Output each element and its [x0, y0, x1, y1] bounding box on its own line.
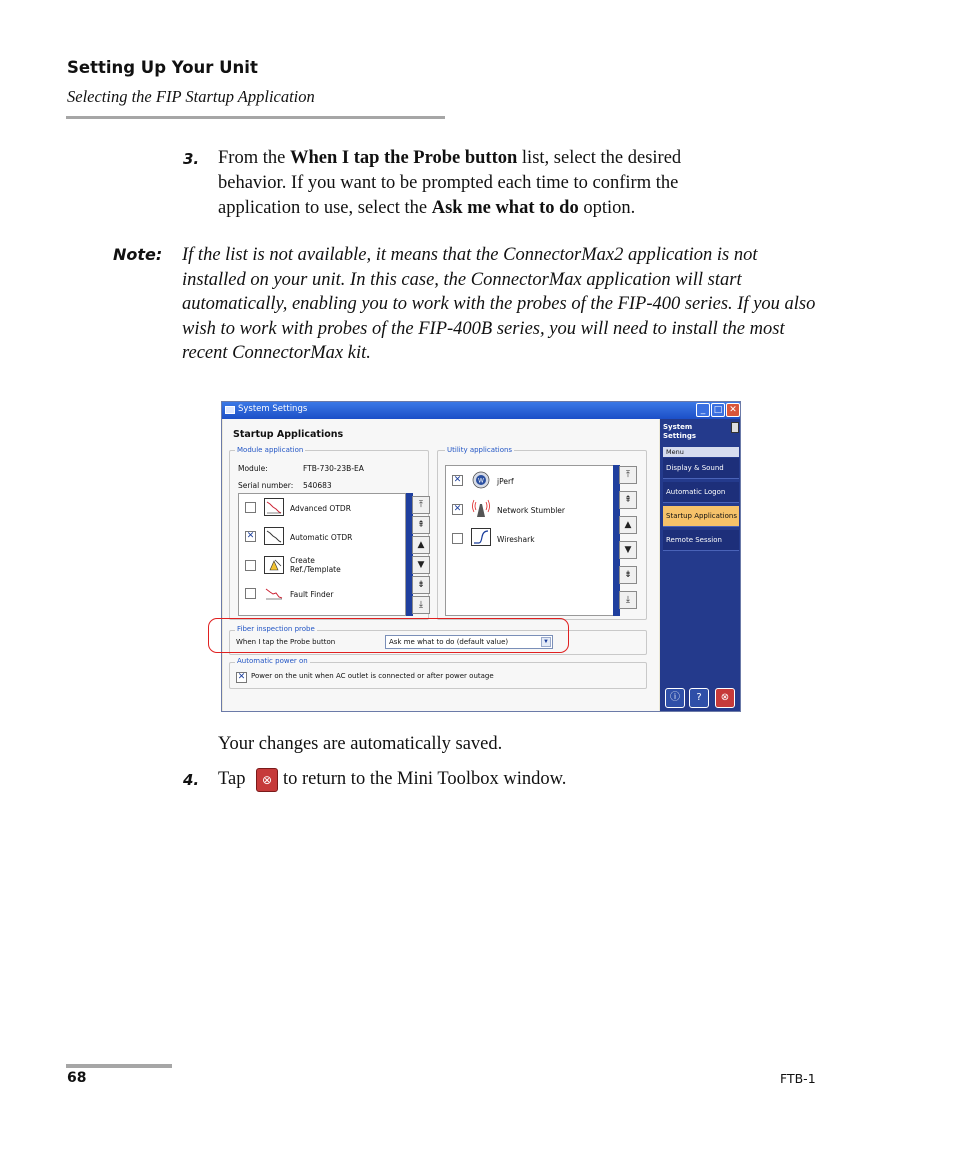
step-3-text: option. [578, 198, 636, 218]
window-app-icon [225, 406, 235, 414]
step-4-tap: Tap [218, 769, 246, 789]
side-title-line-1: System [663, 423, 693, 431]
step-3-bold-ask: Ask me what to do [431, 198, 579, 218]
fault-finder-checkbox[interactable] [245, 588, 256, 599]
serial-number-label: Serial number: [238, 481, 294, 490]
scroll-bottom-button[interactable]: ⤓ [619, 591, 637, 609]
list-item: Advanced OTDR [290, 504, 351, 513]
dropdown-selected-value: Ask me what to do (default value) [389, 638, 509, 646]
scroll-page-up-button[interactable]: ⇞ [619, 491, 637, 509]
window-title: System Settings [238, 404, 308, 414]
fiber-inspection-probe-title: Fiber inspection probe [237, 625, 315, 633]
menu-item-label: Remote Session [666, 536, 722, 544]
scroll-top-button[interactable]: ⤒ [412, 496, 430, 514]
scroll-bottom-button[interactable]: ⤓ [412, 596, 430, 614]
step-3-line-2: behavior. If you want to be prompted each time to confirm the [218, 173, 679, 193]
module-value: FTB-730-23B-EA [303, 464, 364, 473]
menu-item-automatic-logon[interactable] [663, 482, 739, 503]
step-3-line-3 [218, 196, 635, 221]
list-item: Wireshark [497, 535, 535, 544]
page-number: 68 [67, 1070, 87, 1086]
network-stumbler-checkbox[interactable]: ✕ [453, 504, 462, 514]
list-item: Fault Finder [290, 590, 334, 599]
automatic-power-on-title: Automatic power on [237, 657, 308, 665]
system-settings-window [221, 401, 741, 712]
scroll-down-button[interactable]: ▼ [412, 556, 430, 574]
menu-item-label: Startup Applications [666, 512, 737, 520]
module-label: Module: [238, 464, 268, 473]
minimize-button[interactable]: _ [696, 403, 710, 417]
list-item: Create [290, 556, 315, 565]
step-3-text: application to use, select the [218, 198, 432, 218]
jperf-icon [471, 471, 491, 489]
scroll-top-button[interactable]: ⤒ [619, 466, 637, 484]
step-3-line-1 [218, 146, 681, 171]
automatic-otdr-checkbox[interactable]: ✕ [246, 531, 255, 541]
module-application-title: Module application [237, 446, 304, 454]
scroll-up-button[interactable]: ▲ [412, 536, 430, 554]
power-on-label: Power on the unit when AC outlet is connected or after power outage [251, 672, 494, 680]
menu-item-startup-applications[interactable] [663, 506, 739, 527]
close-icon: ⊗ [256, 768, 278, 792]
footer-divider [66, 1064, 172, 1068]
settings-content [223, 419, 659, 711]
window-close-button[interactable]: ✕ [726, 403, 740, 417]
changes-saved-text: Your changes are automatically saved. [218, 734, 503, 754]
clipboard-icon [731, 422, 739, 433]
otdr-icon [264, 527, 284, 545]
step-3-bold-probe: When I tap the Probe button [289, 148, 518, 168]
power-on-checkbox[interactable]: ✕ [237, 672, 246, 682]
side-title-line-2: Settings [663, 432, 697, 440]
note-label: Note: [113, 245, 163, 264]
menu-item-label: Automatic Logon [666, 488, 726, 496]
list-item: Automatic OTDR [290, 533, 353, 542]
list-item: jPerf [497, 477, 514, 486]
help-button[interactable]: ? [689, 688, 709, 708]
startup-applications-heading: Startup Applications [233, 429, 344, 440]
close-button[interactable]: ⊗ [715, 688, 735, 708]
step-3-text: list, select the desired [517, 148, 682, 168]
info-button[interactable]: ⓘ [665, 688, 685, 708]
template-icon [264, 556, 284, 574]
network-stumbler-icon [471, 498, 491, 516]
side-menu-panel [660, 419, 740, 711]
chevron-down-icon[interactable]: ▼ [541, 637, 551, 647]
list-item: Ref./Template [290, 565, 341, 574]
step-4-number: 4. [183, 771, 200, 789]
note-text: If the list is not available, it means that the ConnectorMax2 application is not installed on your unit. In this case, the ConnectorMax application will start automatically, enabling you to work with the probes of the FIP-400 series. If you also wish to work with probes of the FIP-400B series, you will need to install the most recent ConnectorMax kit. [182, 245, 816, 364]
jperf-checkbox[interactable]: ✕ [453, 475, 462, 485]
scroll-page-up-button[interactable]: ⇞ [412, 516, 430, 534]
scroll-page-down-button[interactable]: ⇟ [412, 576, 430, 594]
step-3-text: From the [218, 148, 290, 168]
advanced-otdr-checkbox[interactable] [245, 502, 256, 513]
step-3-number: 3. [183, 150, 200, 168]
list-item: Network Stumbler [497, 506, 566, 515]
scroll-page-down-button[interactable]: ⇟ [619, 566, 637, 584]
scroll-up-button[interactable]: ▲ [619, 516, 637, 534]
menu-label: Menu [666, 448, 684, 456]
utility-app-list[interactable] [445, 465, 615, 616]
menu-item-remote-session[interactable] [663, 530, 739, 551]
menu-header [663, 447, 739, 457]
section-subtitle: Selecting the FIP Startup Application [67, 87, 315, 106]
module-app-list[interactable] [238, 493, 406, 616]
wireshark-checkbox[interactable] [452, 533, 463, 544]
svg-text:W: W [478, 477, 484, 485]
scroll-down-button[interactable]: ▼ [619, 541, 637, 559]
serial-number-value: 540683 [303, 481, 332, 490]
menu-item-display-sound[interactable] [663, 458, 739, 479]
window-title-bar [222, 402, 740, 419]
maximize-button[interactable]: □ [711, 403, 725, 417]
create-template-checkbox[interactable] [245, 560, 256, 571]
probe-button-label: When I tap the Probe button [236, 638, 336, 646]
fault-finder-icon [264, 584, 284, 602]
wireshark-icon [471, 528, 491, 546]
utility-applications-title: Utility applications [447, 446, 513, 454]
header-divider [66, 116, 445, 119]
section-title: Setting Up Your Unit [67, 58, 258, 77]
menu-item-label: Display & Sound [666, 464, 724, 472]
step-4-text: to return to the Mini Toolbox window. [283, 769, 567, 789]
highlight-oval [208, 618, 569, 653]
product-name: FTB-1 [780, 1071, 816, 1086]
otdr-icon [264, 498, 284, 516]
